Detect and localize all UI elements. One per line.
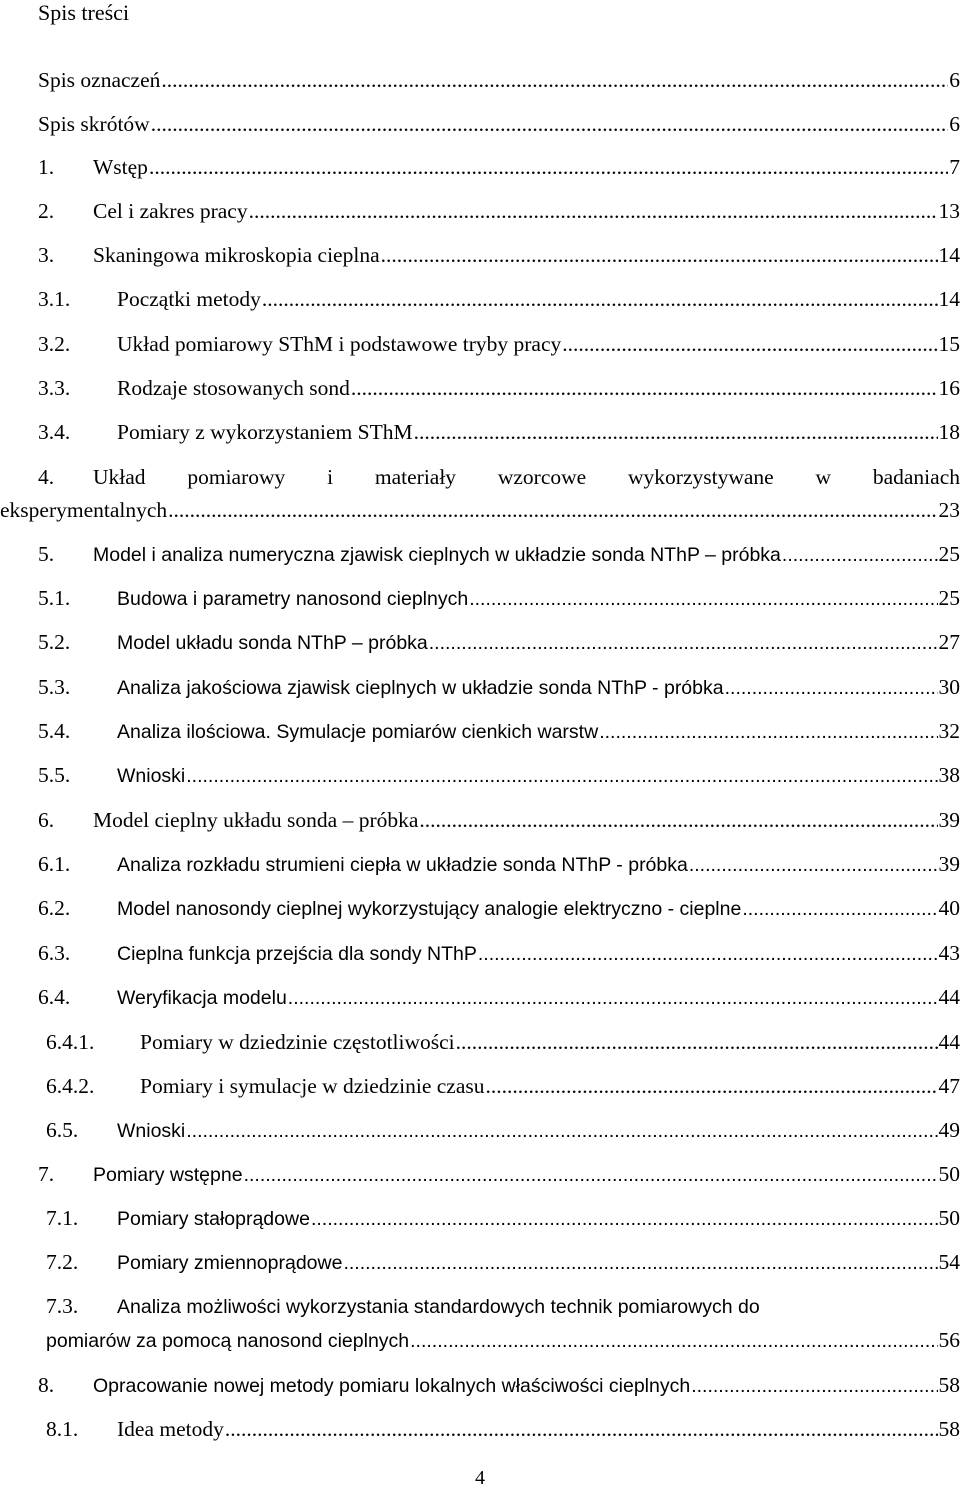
toc-leader — [429, 629, 938, 657]
toc-entry[interactable] — [0, 1415, 960, 1443]
toc-entry-number: 5. — [38, 540, 93, 568]
toc-entry[interactable] — [0, 673, 960, 701]
toc-entry[interactable] — [0, 1204, 960, 1232]
toc-entry-number: 6.5. — [46, 1116, 117, 1144]
toc-entry-page: 38 — [939, 761, 960, 789]
toc-leader — [149, 153, 948, 181]
toc-entry-title: Pomiary w dziedzinie częstotliwości — [140, 1028, 455, 1056]
toc-entry-page: 49 — [939, 1116, 960, 1144]
toc-entry[interactable] — [0, 463, 960, 491]
toc-entry-number: 5.5. — [38, 761, 117, 789]
toc-entry[interactable] — [0, 197, 960, 225]
toc-leader — [151, 110, 949, 138]
toc-entry-title: Analiza ilościowa. Symulacje pomiarów cienkich warstw — [117, 718, 598, 746]
toc-entry-page: 16 — [939, 374, 960, 402]
toc-heading: Spis treści — [38, 0, 129, 26]
toc-entry-title: Układ pomiarowy i materiały wzorcowe wykorzystywane w badaniach — [93, 463, 960, 491]
toc-entry-page: 58 — [939, 1415, 960, 1443]
toc-leader — [161, 66, 948, 94]
toc-entry[interactable] — [0, 1160, 960, 1188]
toc-entry-title: Pomiary zmiennoprądowe — [117, 1249, 342, 1277]
toc-entry-title: Początki metody — [117, 285, 261, 313]
toc-entry-title: Wstęp — [93, 153, 148, 181]
toc-entry-number: 8. — [38, 1371, 93, 1399]
toc-entry-number: 7. — [38, 1160, 93, 1188]
toc-entry-page: 25 — [939, 540, 960, 568]
toc-entry[interactable] — [0, 628, 960, 656]
toc-entry-page: 50 — [939, 1204, 960, 1232]
toc-leader — [249, 197, 938, 225]
toc-entry-number: 6.4.1. — [46, 1028, 140, 1056]
toc-entry-title: Weryfikacja modelu — [117, 984, 287, 1012]
toc-entry-number: 6.4. — [38, 983, 117, 1011]
toc-entry[interactable] — [0, 894, 960, 922]
toc-entry-title: Spis oznaczeń — [38, 66, 160, 94]
toc-entry[interactable] — [0, 330, 960, 358]
toc-leader — [311, 1205, 938, 1233]
toc-leader — [742, 895, 937, 923]
toc-entry[interactable] — [0, 1028, 960, 1056]
toc-entry[interactable] — [0, 761, 960, 789]
toc-entry-title: Opracowanie nowej metody pomiaru lokalnych właściwości cieplnych — [93, 1372, 690, 1400]
toc-entry-page: 13 — [939, 197, 960, 225]
toc-entry-title: Analiza jakościowa zjawisk cieplnych w układzie sonda NThP - próbka — [117, 674, 724, 702]
toc-entry-page: 25 — [939, 584, 960, 612]
toc-leader — [186, 762, 937, 790]
toc-leader — [343, 1249, 937, 1277]
toc-entry-number: 1. — [38, 153, 93, 181]
toc-entry-number: 8.1. — [46, 1415, 117, 1443]
toc-entry-title: pomiarów za pomocą nanosond cieplnych — [46, 1327, 409, 1355]
toc-leader — [244, 1161, 938, 1189]
toc-entry-title: Pomiary stałoprądowe — [117, 1205, 310, 1233]
toc-entry-title: Pomiary z wykorzystaniem SThM — [117, 418, 413, 446]
toc-entry-page: 50 — [939, 1160, 960, 1188]
toc-leader — [485, 1072, 937, 1100]
toc-entry[interactable] — [0, 1248, 960, 1276]
toc-entry-title: Pomiary wstępne — [93, 1161, 243, 1189]
toc-entry[interactable] — [0, 1292, 960, 1320]
toc-entry-title: Cieplna funkcja przejścia dla sondy NThP — [117, 940, 477, 968]
toc-leader — [478, 940, 938, 968]
toc-entry-page: 7 — [949, 153, 960, 181]
toc-entry-number: 3.2. — [38, 330, 117, 358]
toc-entry-page: 54 — [939, 1248, 960, 1276]
page-number: 4 — [0, 1466, 960, 1490]
toc-entry-number: 6. — [38, 806, 93, 834]
toc-entry-title: Model cieplny układu sonda – próbka — [93, 806, 418, 834]
toc-entry-page: 6 — [949, 66, 960, 94]
toc-entry-page: 15 — [939, 330, 960, 358]
toc-entry[interactable] — [0, 806, 960, 834]
toc-leader — [469, 585, 937, 613]
toc-entry-title: eksperymentalnych — [0, 496, 167, 524]
toc-entry-page: 39 — [939, 850, 960, 878]
toc-leader — [186, 1117, 937, 1145]
toc-leader — [168, 496, 937, 524]
toc-leader — [725, 674, 938, 702]
toc-entry-page: 6 — [949, 110, 960, 138]
toc-leader — [410, 1327, 937, 1355]
toc-entry-number: 7.2. — [46, 1248, 117, 1276]
toc-entry-continuation[interactable] — [0, 496, 960, 524]
toc-entry-title: Wnioski — [117, 762, 185, 790]
toc-entry-page: 44 — [939, 983, 960, 1011]
toc-entry-title: Cel i zakres pracy — [93, 197, 248, 225]
toc-entry-title: Model układu sonda NThP – próbka — [117, 629, 428, 657]
toc-entry-number: 3.3. — [38, 374, 117, 402]
toc-entry-number: 4. — [38, 463, 93, 491]
toc-leader — [456, 1028, 938, 1056]
toc-entry-page: 23 — [939, 496, 960, 524]
toc-entry-page: 47 — [939, 1072, 960, 1100]
toc-entry-page: 14 — [939, 285, 960, 313]
toc-entry-number: 5.1. — [38, 584, 117, 612]
toc-leader — [225, 1415, 938, 1443]
toc-leader — [562, 330, 937, 358]
toc-entry[interactable] — [0, 584, 960, 612]
toc-entry-title: Rodzaje stosowanych sond — [117, 374, 350, 402]
toc-entry-page: 32 — [939, 717, 960, 745]
toc-entry-number: 6.1. — [38, 850, 117, 878]
toc-leader — [782, 541, 938, 569]
toc-entry[interactable] — [0, 285, 960, 313]
toc-entry-number: 5.3. — [38, 673, 117, 701]
toc-entry[interactable] — [0, 1072, 960, 1100]
toc-entry-title: Analiza rozkładu strumieni ciepła w układzie sonda NThP - próbka — [117, 851, 688, 879]
toc-entry-number: 7.1. — [46, 1204, 117, 1232]
toc-entry[interactable] — [0, 1116, 960, 1144]
toc-entry-continuation[interactable] — [0, 1326, 960, 1354]
toc-entry-number: 3. — [38, 241, 93, 269]
toc-entry-title: Model nanosondy cieplnej wykorzystujący analogie elektryczno - cieplne — [117, 895, 741, 923]
toc-entry-page: 58 — [939, 1371, 960, 1399]
toc-leader — [691, 1372, 937, 1400]
toc-entry-title: Analiza możliwości wykorzystania standardowych technik pomiarowych do — [117, 1293, 760, 1321]
toc-entry-number: 6.2. — [38, 894, 117, 922]
toc-entry-number: 6.3. — [38, 939, 117, 967]
toc-leader — [419, 806, 937, 834]
toc-entry-title: Spis skrótów — [38, 110, 150, 138]
toc-entry[interactable] — [0, 153, 960, 181]
toc-entry-number: 3.1. — [38, 285, 117, 313]
toc-entry-number: 2. — [38, 197, 93, 225]
toc-entry-title: Idea metody — [117, 1415, 224, 1443]
toc-entry-title: Wnioski — [117, 1117, 185, 1145]
toc-entry-number: 5.2. — [38, 628, 117, 656]
toc-entry-title: Budowa i parametry nanosond cieplnych — [117, 585, 468, 613]
toc-entry-page: 40 — [939, 894, 960, 922]
toc-entry-title: Skaningowa mikroskopia cieplna — [93, 241, 380, 269]
toc-entry[interactable] — [0, 717, 960, 745]
toc-entry[interactable] — [0, 540, 960, 568]
toc-entry-number: 5.4. — [38, 717, 117, 745]
toc-leader — [351, 374, 938, 402]
toc-leader — [414, 418, 938, 446]
toc-entry-page: 56 — [939, 1326, 960, 1354]
toc-entry-number: 7.3. — [46, 1292, 117, 1320]
toc-entry-page: 14 — [939, 241, 960, 269]
toc-entry[interactable] — [0, 241, 960, 269]
toc-entry-title: Układ pomiarowy SThM i podstawowe tryby pracy — [117, 330, 561, 358]
toc-entry[interactable] — [0, 850, 960, 878]
toc-entry[interactable] — [0, 374, 960, 402]
toc-leader — [381, 241, 938, 269]
toc-entry-page: 39 — [939, 806, 960, 834]
toc-entry-title: Pomiary i symulacje w dziedzinie czasu — [140, 1072, 484, 1100]
toc-entry[interactable] — [0, 939, 960, 967]
toc-entry-number: 3.4. — [38, 418, 117, 446]
toc-entry-number: 6.4.2. — [46, 1072, 140, 1100]
toc-entry[interactable] — [0, 418, 960, 446]
toc-entry[interactable] — [0, 66, 960, 94]
toc-leader — [262, 285, 938, 313]
toc-entry-page: 27 — [939, 628, 960, 656]
toc-entry[interactable] — [0, 110, 960, 138]
toc-leader — [689, 851, 938, 879]
toc-entry-page: 18 — [939, 418, 960, 446]
toc-entry-page: 30 — [939, 673, 960, 701]
toc-entry-page: 44 — [939, 1028, 960, 1056]
toc-entry-page: 43 — [939, 939, 960, 967]
toc-entry[interactable] — [0, 1371, 960, 1399]
toc-entry-title: Model i analiza numeryczna zjawisk cieplnych w układzie sonda NThP – próbka — [93, 541, 781, 569]
toc-leader — [288, 984, 938, 1012]
toc-entry[interactable] — [0, 983, 960, 1011]
toc-leader — [599, 718, 937, 746]
